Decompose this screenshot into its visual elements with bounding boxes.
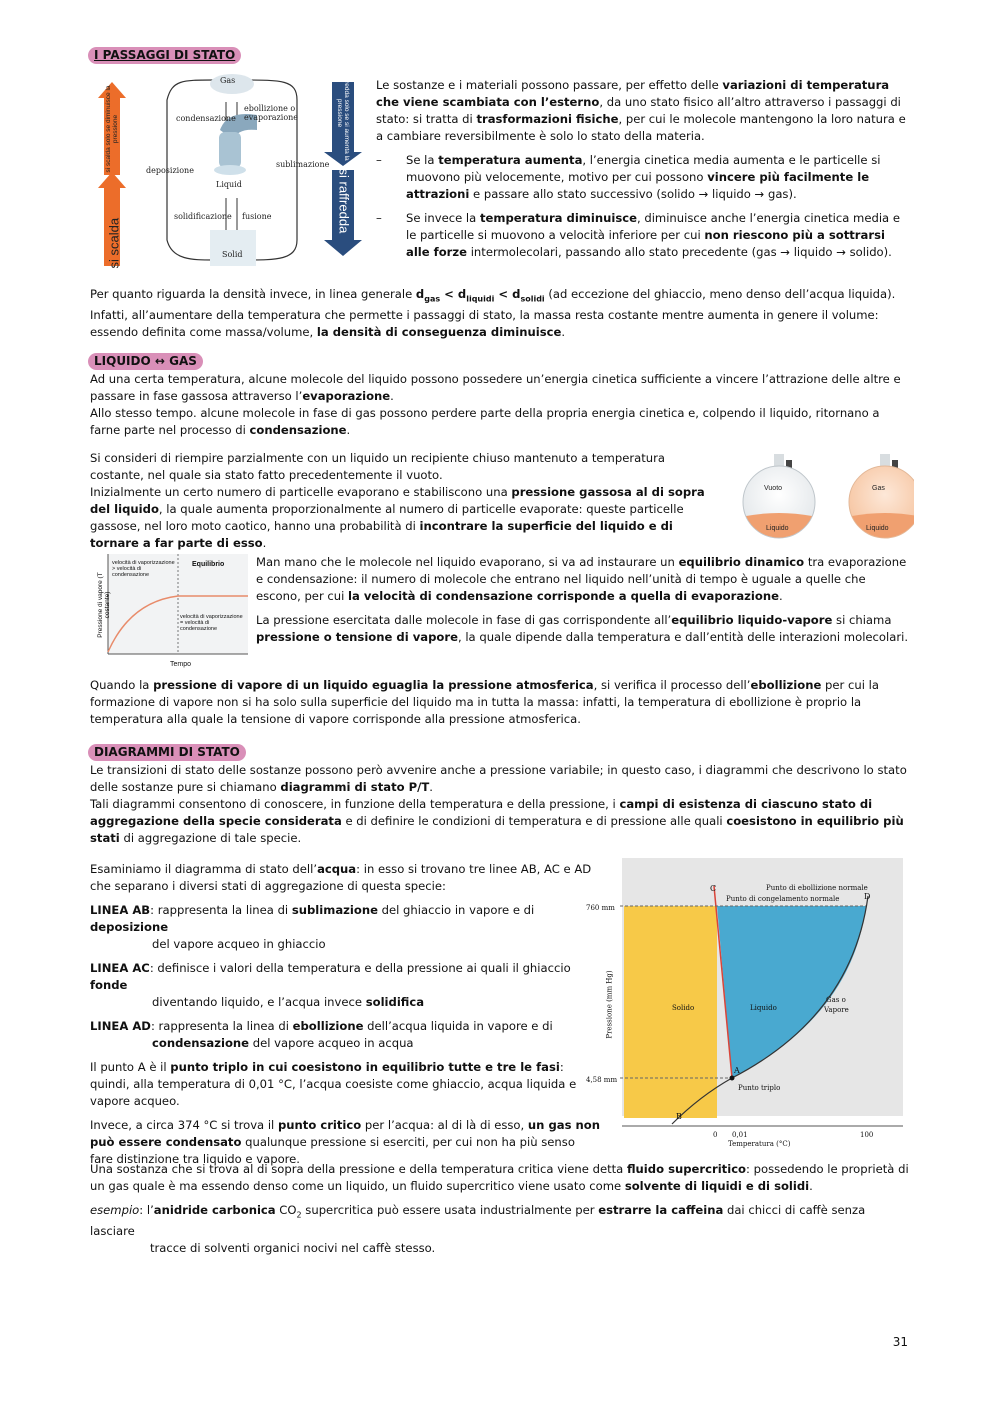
graph-label-2: velocità di vaporizzazione = velocità di condensazione [180, 614, 243, 632]
label-solido: Solido [672, 1004, 695, 1012]
label-gas-o: Gas o [826, 996, 846, 1004]
label-760mm: 760 mm [586, 904, 615, 912]
equilibrium-text [256, 554, 910, 646]
label-flask-liquido-1: Liquido [766, 525, 789, 532]
label-vapore: Vapore [824, 1006, 849, 1014]
list-item-temp-down: – Se invece la temperatura diminuisce, diminuisce anche l’energia cinetica media e le particelle si muovono a velocità inferiore per cui non riescono più a sottrarsi alle forze intermolecolari, passando allo stato precedente (gas → liquido → solido). [376, 210, 908, 261]
water-diagram-text [90, 861, 600, 1168]
label-vuoto: Vuoto [764, 485, 783, 492]
label-flask-gas: Gas [872, 485, 885, 492]
diagram-xlabel: Temperatura (°C) [728, 1140, 791, 1148]
label-fusione: fusione [242, 212, 272, 221]
intro-text [376, 77, 908, 261]
label-si-raffredda-small: si raffredda solo se si aumenta la pressione [336, 65, 350, 161]
label-solidificazione: solidificazione [174, 212, 232, 221]
label-ebollizione: ebollizione o evaporazione [244, 104, 299, 122]
tick-001: 0,01 [732, 1131, 748, 1139]
acqua-paragraph: Esaminiamo il diagramma di stato dell’acqua: in esso si trovano tre linee AB, AC e AD che separano i diversi stati di aggregazione di questa specie: [90, 862, 592, 893]
tensione-paragraph: La pressione esercitata dalle molecole in fase di gas corrispondente all’equilibrio liquido-vapore si chiama pressione o tensione di vapore, la quale dipende dalla temperatura e dall’entità delle interazioni molecolari. [256, 613, 909, 644]
label-point-b: B [676, 1112, 682, 1121]
density-paragraph: Per quanto riguarda la densità invece, in linea generale $d_{gas} < d_{liquidi} < d_{solidi}$ (ad eccezione del ghiaccio, meno denso dell’acqua liquida). Infatti, all’aumentare della temperatura che permette i passaggi di stato, la massa resta costante mentre aumenta in genere il volume: essendo definita come massa/volume, la densità di conseguenza diminuisce. [90, 287, 896, 340]
closed-container-paragraph: Si consideri di riempire parzialmente con un liquido un recipiente chiuso mantenuto a temperatura costante, nel quale sia stato fatto precedentemente il vuoto. Inizialmente un certo numero di particelle evaporano e stabiliscono una pressione gassosa al di sopra del liquido, la quale aumenta proporzionalmente al numero di particelle evaporate: queste particelle gassose, nel loro moto caotico, hanno una probabilità di incontrare la superficie del liquido e di tornare a far parte di esso. [90, 451, 705, 550]
tick-0: 0 [713, 1131, 718, 1139]
label-si-raffredda: si raffredda [336, 168, 352, 234]
ebollizione-paragraph: Quando la pressione di vapore di un liquido eguaglia la pressione atmosferica, si verifica il processo dell’ebollizione per cui la formazione di vapore non si ha solo sulla superficie del liquido ma in tutta la massa: infatti, la temperatura di ebollizione è proprio la temperatura alla quale la tensione di vapore corrisponde alla pressione atmosferica. [90, 678, 879, 726]
condensazione-paragraph: Allo stesso tempo. alcune molecole in fase di gas possono perdere parte della propria energia cinetica e, colpendo il liquido, ritornano a farne parte nel processo di condensazione. [90, 406, 880, 437]
linea-ad: LINEA AD: rappresenta la linea di ebollizione dell’acqua liquida in vapore e di condensazione del vapore acqueo in acqua [90, 1019, 553, 1050]
graph-ylabel: Pressione di vapore (T costante) [97, 572, 111, 638]
linea-ac: LINEA AC: definisce i valori della temperatura e della pressione ai quali il ghiaccio fonde diventando liquido, e l’acqua invece solidifica [90, 961, 571, 1009]
label-solid: Solid [222, 250, 243, 259]
label-gas: Gas [220, 76, 236, 85]
evaporazione-paragraph: Ad una certa temperatura, alcune molecole del liquido possono possedere un’energia cinetica sufficiente a vincere l’attrazione delle altre e passare in fase gassosa attraverso l’evaporazione. [90, 372, 901, 403]
label-point-d: D [864, 892, 871, 901]
intro-paragraph: Le sostanze e i materiali possono passare, per effetto delle variazioni di temperatura che viene scambiata con l’esterno, da uno stato fisico all’altro attraverso i passaggi di stato: si tratta di trasformazioni fisiche, per cui le molecole mantengono la loro natura e a cambiare reversibilmente è solo lo stato della materia. [376, 78, 906, 143]
supercritico-paragraph: Una sostanza che si trova al di sopra della pressione e della temperatura critica viene detta fluido supercritico: possedendo le proprietà di un gas quale è ma essendo denso come un liquido, un fluido supercritico viene usato come solvente di liquidi e di solidi. [90, 1162, 909, 1193]
label-ebollizione-normale: Punto di ebollizione normale [766, 884, 868, 892]
example-paragraph: esempio: l’anidride carbonica $CO_2$ supercritica può essere usata industrialmente per estrarre la caffeina dai chicci di caffè senza lasciare tracce di solventi organici nocivi nel caffè stesso. [90, 1203, 866, 1256]
page-number: 31 [892, 1335, 908, 1349]
label-condensazione: condensazione [176, 114, 236, 123]
evaporation-paragraphs [90, 371, 910, 439]
list-item-temp-up: – Se la temperatura aumenta, l’energia cinetica media aumenta e le particelle si muovono più velocemente, motivo per cui possono vincere più facilmente le attrazioni e passare allo stato successivo (solido → liquido → gas). [376, 152, 908, 203]
label-liquid: Liquid [216, 180, 242, 189]
phase-diagram [580, 856, 905, 1150]
label-flask-liquido-2: Liquido [866, 525, 889, 532]
tick-100: 100 [860, 1131, 874, 1139]
label-congelamento-normale: Punto di congelamento normale [726, 895, 840, 903]
punto-triplo-paragraph: Il punto A è il punto triplo in cui coesistono in equilibrio tutte e tre le fasi: quindi, alla temperatura di 0,01 °C, l’acqua coesiste come ghiaccio, acqua liquida e vapore acqueo. [90, 1060, 577, 1108]
label-458mm: 4,58 mm [586, 1076, 618, 1084]
flasks-figure [738, 452, 914, 542]
diagram-ylabel: Pressione (mm Hg) [605, 970, 614, 1039]
label-point-a: A [734, 1066, 740, 1075]
label-sublimazione: sublimazione [276, 160, 330, 169]
label-liquido: Liquido [750, 1004, 777, 1012]
punto-critico-paragraph: Invece, a circa 374 °C si trova il punto critico per l’acqua: al di là di esso, un gas non può essere condensato qualunque pressione si eserciti, per cui non ha più senso fare distinzione tra liquido e vapore. [90, 1118, 600, 1166]
equilibrio-paragraph: Man mano che le molecole nel liquido evaporano, si va ad instaurare un equilibrio dinamico tra evaporazione e condensazione: il numero di molecole che entrano nel liquido nell’unità di tempo è uguale a quelle che escono, per cui la velocità di condensazione corrisponde a quella di evaporazione. [256, 555, 907, 603]
label-punto-triplo: Punto triplo [738, 1084, 781, 1092]
states-figure [92, 65, 364, 270]
graph-label-1: velocità di vaporizzazione > velocità di condensazione [112, 560, 175, 578]
heading-passaggi-di-stato: I PASSAGGI DI STATO [88, 47, 241, 64]
label-si-scalda-small: si scalda solo se diminuisce la pressione [105, 85, 119, 173]
graph-xlabel: Tempo [170, 661, 192, 668]
graph-equilibrio: Equilibrio [192, 561, 225, 568]
label-point-c: C [710, 884, 717, 893]
label-deposizione: deposizione [146, 166, 194, 175]
heading-diagrammi-di-stato: DIAGRAMMI DI STATO [88, 744, 246, 761]
heading-liquido-gas: LIQUIDO ↔ GAS [88, 353, 203, 370]
diagram-intro: Le transizioni di stato delle sostanze possono però avvenire anche a pressione variabile; in questo caso, i diagrammi che descrivono lo stato delle sostanze pure si chiamano diagrammi di stato P/T. Tali diagrammi consentono di conoscere, in funzione della temperatura e della pressione, i campi di esistenza di ciascuno stato di aggregazione della specie considerata e di definire le condizioni di temperatura e di pressione alle quali coesistono in equilibrio più stati di aggregazione di tale specie. [90, 763, 907, 845]
vapor-pressure-graph [90, 552, 250, 670]
label-si-scalda: si scalda [106, 217, 122, 269]
linea-ab: LINEA AB: rappresenta la linea di sublimazione del ghiaccio in vapore e di deposizione del vapore acqueo in ghiaccio [90, 903, 535, 951]
